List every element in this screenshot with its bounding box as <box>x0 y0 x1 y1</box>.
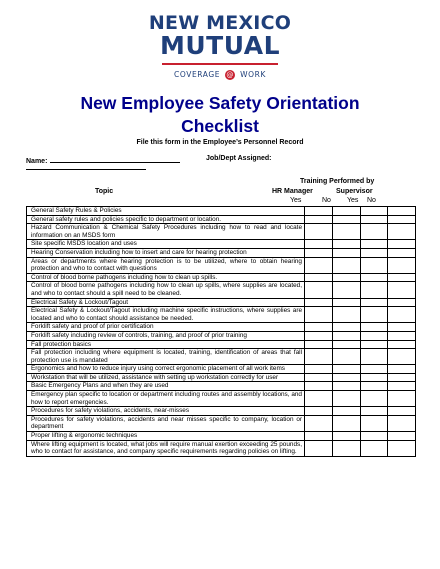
topic-cell: Where lifting equipment is located, what jobs will require manual exertion exceeding 25 pounds, who to contact for assistance, and company specific requirements regarding policies on lifting. <box>27 440 305 456</box>
job-dept-label: Job/Dept Assigned: <box>206 155 272 162</box>
hr-no-checkbox[interactable] <box>332 273 360 282</box>
supervisor-no-checkbox[interactable] <box>388 282 416 298</box>
supervisor-yes-checkbox[interactable] <box>360 273 388 282</box>
table-row <box>27 307 416 323</box>
title-line-1: New Employee Safety Orientation <box>80 93 360 113</box>
table-row <box>27 391 416 407</box>
supervisor-no-checkbox[interactable] <box>388 215 416 224</box>
hr-yes-checkbox[interactable] <box>305 323 333 332</box>
company-logo <box>0 14 440 80</box>
table-row <box>27 432 416 441</box>
table-row <box>27 257 416 273</box>
topic-cell: Workstation that will be utilized, assistance with setting up workstation correctly for user <box>27 373 305 382</box>
hr-yes-checkbox[interactable] <box>305 273 333 282</box>
supervisor-no-checkbox[interactable] <box>388 248 416 257</box>
topic-cell: Fall protection including where equipment is located, training, identification of areas that fall protection use is mandated <box>27 349 305 365</box>
topic-cell: Hearing Conservation including how to insert and care for hearing protection <box>27 248 305 257</box>
hr-no-checkbox[interactable] <box>332 340 360 349</box>
logo-tagline <box>0 70 440 80</box>
supervisor-no-checkbox[interactable] <box>388 391 416 407</box>
supervisor-yes-checkbox[interactable] <box>360 248 388 257</box>
table-row <box>27 365 416 374</box>
hr-yes-checkbox[interactable] <box>305 432 333 441</box>
supervisor-yes-checkbox[interactable] <box>360 373 388 382</box>
supervisor-yes-checkbox[interactable] <box>360 298 388 307</box>
hr-yes-checkbox[interactable] <box>305 207 333 216</box>
hr-yes-checkbox[interactable] <box>305 365 333 374</box>
table-row <box>27 282 416 298</box>
name-second-line[interactable] <box>26 169 146 170</box>
name-label: Name: <box>26 158 48 165</box>
hr-no-checkbox[interactable] <box>332 331 360 340</box>
table-row <box>27 440 416 456</box>
supervisor-yes-checkbox[interactable] <box>360 207 388 216</box>
hr-yes-checkbox[interactable] <box>305 340 333 349</box>
topic-cell: Site specific MSDS location and uses <box>27 240 305 249</box>
supervisor-yes-checkbox[interactable] <box>360 240 388 249</box>
supervisor-yes-checkbox[interactable] <box>360 307 388 323</box>
hr-yes-checkbox[interactable] <box>305 382 333 391</box>
topic-cell: Electrical Safety & Lockout/Tagout <box>27 298 305 307</box>
topic-cell: General safety rules and policies specific to department or location. <box>27 215 305 224</box>
hr-yes-checkbox[interactable] <box>305 415 333 431</box>
topic-cell: Forklift safety and proof of prior certification <box>27 323 305 332</box>
supervisor-yes-checkbox[interactable] <box>360 349 388 365</box>
supervisor-no-checkbox[interactable] <box>388 331 416 340</box>
supervisor-yes-checkbox[interactable] <box>360 407 388 416</box>
supervisor-no-checkbox[interactable] <box>388 349 416 365</box>
logo-line-mutual: MUTUAL <box>159 31 281 60</box>
supervisor-yes-checkbox[interactable] <box>360 282 388 298</box>
table-row <box>27 248 416 257</box>
supervisor-no-checkbox[interactable] <box>388 207 416 216</box>
page-subtitle: File this form in the Employee’s Personnel Record <box>136 139 304 146</box>
hr-yes-checkbox[interactable] <box>305 307 333 323</box>
table-row <box>27 298 416 307</box>
logo-tagline-work: WORK <box>240 70 266 79</box>
hr-no-checkbox[interactable] <box>332 240 360 249</box>
hr-yes-header: Yes <box>290 197 302 204</box>
topic-cell: Control of blood borne pathogens including how to clean up spills. <box>27 273 305 282</box>
supervisor-no-checkbox[interactable] <box>388 273 416 282</box>
table-row <box>27 382 416 391</box>
at-icon: @ <box>226 71 234 79</box>
logo-divider <box>162 63 278 65</box>
topic-header: Topic <box>95 188 114 195</box>
hr-no-checkbox[interactable] <box>332 365 360 374</box>
supervisor-no-checkbox[interactable] <box>388 240 416 249</box>
supervisor-no-checkbox[interactable] <box>388 307 416 323</box>
title-line-2: Checklist <box>181 116 259 136</box>
supervisor-no-header: No <box>367 197 376 204</box>
supervisor-no-checkbox[interactable] <box>388 382 416 391</box>
supervisor-no-checkbox[interactable] <box>388 323 416 332</box>
hr-yes-checkbox[interactable] <box>305 373 333 382</box>
table-row <box>27 349 416 365</box>
hr-no-checkbox[interactable] <box>332 307 360 323</box>
supervisor-no-checkbox[interactable] <box>388 340 416 349</box>
hr-yes-checkbox[interactable] <box>305 282 333 298</box>
hr-yes-checkbox[interactable] <box>305 331 333 340</box>
table-row <box>27 407 416 416</box>
hr-no-checkbox[interactable] <box>332 373 360 382</box>
logo-tagline-coverage: COVERAGE <box>174 70 221 79</box>
supervisor-yes-checkbox[interactable] <box>360 257 388 273</box>
supervisor-no-checkbox[interactable] <box>388 415 416 431</box>
hr-no-checkbox[interactable] <box>332 207 360 216</box>
hr-yes-checkbox[interactable] <box>305 407 333 416</box>
supervisor-no-checkbox[interactable] <box>388 365 416 374</box>
topic-cell: Control of blood borne pathogens including how to clean up spills, where supplies are located, and who to contact should a spill need to be cleaned. <box>27 282 305 298</box>
hr-no-header: No <box>322 197 331 204</box>
table-row <box>27 207 416 216</box>
supervisor-no-checkbox[interactable] <box>388 257 416 273</box>
supervisor-yes-checkbox[interactable] <box>360 365 388 374</box>
supervisor-no-checkbox[interactable] <box>388 373 416 382</box>
topic-cell: Hazard Communication & Chemical Safety Procedures including how to read and locate information on an MSDS form <box>27 224 305 240</box>
supervisor-no-checkbox[interactable] <box>388 440 416 456</box>
table-row <box>27 215 416 224</box>
supervisor-no-checkbox[interactable] <box>388 432 416 441</box>
supervisor-yes-checkbox[interactable] <box>360 215 388 224</box>
topic-cell: Emergency plan specific to location or department including routes and assembly locations, and how to report emergencies. <box>27 391 305 407</box>
hr-no-checkbox[interactable] <box>332 215 360 224</box>
table-row <box>27 415 416 431</box>
supervisor-no-checkbox[interactable] <box>388 224 416 240</box>
table-row <box>27 240 416 249</box>
topic-cell: Proper lifting & ergonomic techniques <box>27 432 305 441</box>
topic-cell: Forklift safety including review of controls, training, and proof of prior training <box>27 331 305 340</box>
hr-no-checkbox[interactable] <box>332 382 360 391</box>
topic-cell: Areas or departments where hearing protection is to be utilized, where to obtain hearing protection and who to contact with questions <box>27 257 305 273</box>
hr-yes-checkbox[interactable] <box>305 240 333 249</box>
table-row <box>27 331 416 340</box>
supervisor-yes-checkbox[interactable] <box>360 415 388 431</box>
topic-cell: Electrical Safety & Lockout/Tagout including machine specific instructions, where supplies are located and who to contact should assistance be needed. <box>27 307 305 323</box>
hr-no-checkbox[interactable] <box>332 298 360 307</box>
hr-no-checkbox[interactable] <box>332 432 360 441</box>
hr-yes-checkbox[interactable] <box>305 224 333 240</box>
hr-manager-header: HR Manager <box>272 188 313 195</box>
supervisor-yes-header: Yes <box>347 197 359 204</box>
hr-yes-checkbox[interactable] <box>305 391 333 407</box>
hr-no-checkbox[interactable] <box>332 224 360 240</box>
checklist-body <box>27 207 416 457</box>
topic-cell: Procedures for safety violations, accidents, near-misses <box>27 407 305 416</box>
hr-yes-checkbox[interactable] <box>305 257 333 273</box>
table-row <box>27 273 416 282</box>
hr-no-checkbox[interactable] <box>332 415 360 431</box>
supervisor-yes-checkbox[interactable] <box>360 391 388 407</box>
supervisor-yes-checkbox[interactable] <box>360 432 388 441</box>
topic-cell: Procedures for safety violations, accidents and near misses specific to company, location or department <box>27 415 305 431</box>
table-row <box>27 323 416 332</box>
hr-no-checkbox[interactable] <box>332 248 360 257</box>
topic-cell: Basic Emergency Plans and when they are used <box>27 382 305 391</box>
supervisor-no-checkbox[interactable] <box>388 407 416 416</box>
supervisor-yes-checkbox[interactable] <box>360 331 388 340</box>
table-row <box>27 224 416 240</box>
hr-yes-checkbox[interactable] <box>305 349 333 365</box>
hr-no-checkbox[interactable] <box>332 349 360 365</box>
hr-yes-checkbox[interactable] <box>305 215 333 224</box>
hr-no-checkbox[interactable] <box>332 323 360 332</box>
table-row <box>27 373 416 382</box>
hr-yes-checkbox[interactable] <box>305 440 333 456</box>
topic-cell: General Safety Rules & Policies <box>27 207 305 216</box>
supervisor-yes-checkbox[interactable] <box>360 340 388 349</box>
supervisor-no-checkbox[interactable] <box>388 298 416 307</box>
hr-no-checkbox[interactable] <box>332 391 360 407</box>
topic-cell: Ergonomics and how to reduce injury using correct ergonomic placement of all work items <box>27 365 305 374</box>
supervisor-yes-checkbox[interactable] <box>360 440 388 456</box>
hr-no-checkbox[interactable] <box>332 407 360 416</box>
hr-no-checkbox[interactable] <box>332 282 360 298</box>
supervisor-yes-checkbox[interactable] <box>360 382 388 391</box>
supervisor-header: Supervisor <box>336 188 373 195</box>
hr-yes-checkbox[interactable] <box>305 248 333 257</box>
hr-no-checkbox[interactable] <box>332 257 360 273</box>
table-row <box>27 340 416 349</box>
supervisor-yes-checkbox[interactable] <box>360 224 388 240</box>
training-performed-by-header: Training Performed by <box>300 178 375 185</box>
logo-line-new-mexico: NEW MEXICO <box>148 12 292 34</box>
page-title <box>0 92 440 138</box>
hr-no-checkbox[interactable] <box>332 440 360 456</box>
name-field <box>26 155 180 165</box>
supervisor-yes-checkbox[interactable] <box>360 323 388 332</box>
hr-yes-checkbox[interactable] <box>305 298 333 307</box>
checklist-table <box>26 206 416 457</box>
name-input-line[interactable] <box>50 155 180 163</box>
topic-cell: Fall protection basics <box>27 340 305 349</box>
